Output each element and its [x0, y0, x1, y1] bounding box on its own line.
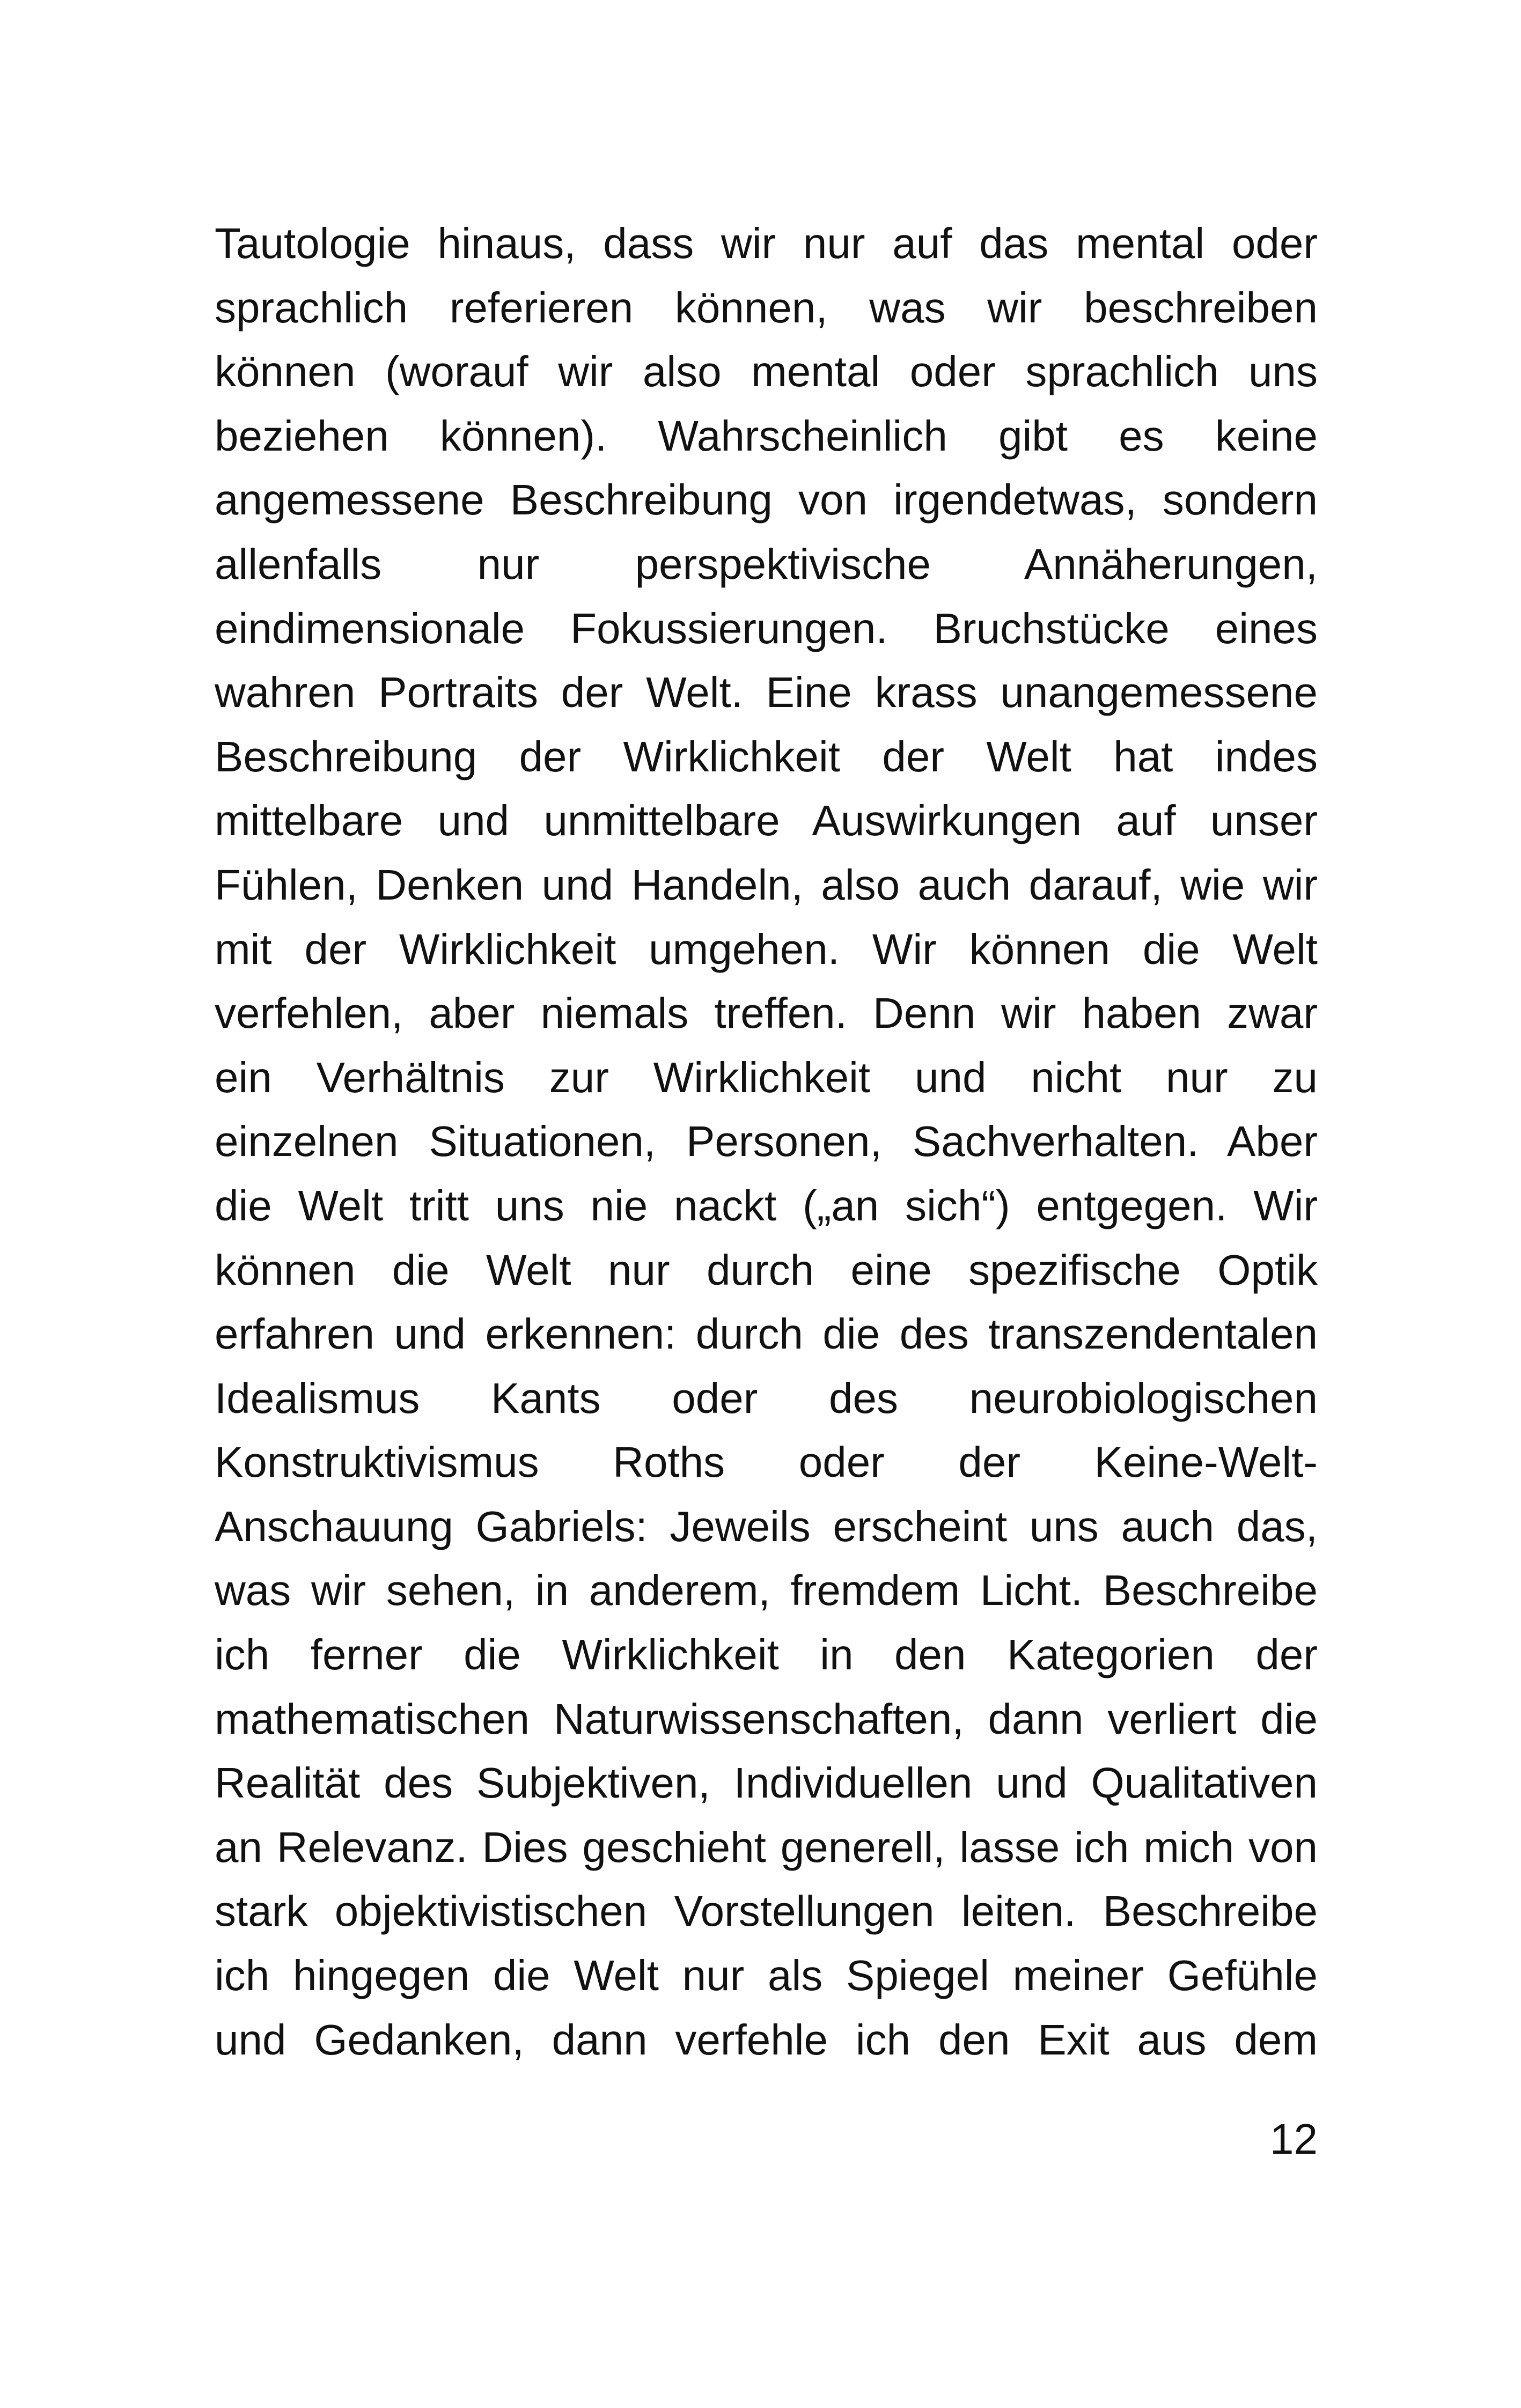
text-line: allenfalls nur perspektivische Annäherungen, [215, 540, 1318, 588]
text-line: sprachlich referieren können, was wir beschreiben [215, 283, 1318, 332]
text-line: Anschauung Gabriels: Jeweils erscheint uns auch das, [215, 1502, 1318, 1550]
text-line: an Relevanz. Dies geschieht generell, lasse ich mich von [215, 1823, 1318, 1871]
text-line: und Gedanken, dann verfehle ich den Exit aus dem [215, 2015, 1318, 2064]
text-line: Realität des Subjektiven, Individuellen und Qualitativen [215, 1759, 1318, 1807]
text-line: Fühlen, Denken und Handeln, also auch darauf, wie wir [215, 860, 1318, 909]
text-line: ich hingegen die Welt nur als Spiegel meiner Gefühle [215, 1952, 1318, 2000]
text-line: verfehlen, aber niemals treffen. Denn wir haben zwar [215, 989, 1318, 1037]
text-line: Tautologie hinaus, dass wir nur auf das mental oder [215, 219, 1318, 267]
text-line: mittelbare und unmittelbare Auswirkungen auf unser [215, 797, 1318, 845]
text-line: beziehen können). Wahrscheinlich gibt es keine [215, 411, 1318, 460]
text-line: können (worauf wir also mental oder sprachlich uns [215, 348, 1318, 396]
text-line: können die Welt nur durch eine spezifische Optik [215, 1246, 1318, 1294]
page-number: 12 [1270, 2115, 1318, 2163]
text-line: einzelnen Situationen, Personen, Sachverhalten. Aber [215, 1117, 1318, 1166]
text-line: wahren Portraits der Welt. Eine krass unangemessene [215, 668, 1318, 717]
text-line: die Welt tritt uns nie nackt („an sich“) entgegen. Wir [215, 1181, 1318, 1229]
text-line: Konstruktivismus Roths oder der Keine-Welt- [215, 1438, 1318, 1486]
text-line: angemessene Beschreibung von irgendetwas, sondern [215, 476, 1318, 524]
text-line: mathematischen Naturwissenschaften, dann verliert die [215, 1695, 1318, 1743]
text-line: ich ferner die Wirklichkeit in den Kategorien der [215, 1631, 1318, 1679]
text-line: Beschreibung der Wirklichkeit der Welt hat indes [215, 732, 1318, 780]
text-line: erfahren und erkennen: durch die des transzendentalen [215, 1310, 1318, 1358]
text-line: mit der Wirklichkeit umgehen. Wir können die Welt [215, 925, 1318, 973]
text-line: ein Verhältnis zur Wirklichkeit und nicht nur zu [215, 1053, 1318, 1101]
body-text [215, 211, 1318, 2072]
text-line: eindimensionale Fokussierungen. Bruchstücke eines [215, 604, 1318, 652]
text-line: Idealismus Kants oder des neurobiologischen [215, 1374, 1318, 1422]
text-line: stark objektivistischen Vorstellungen leiten. Beschreibe [215, 1887, 1318, 1935]
text-line: was wir sehen, in anderem, fremdem Licht. Beschreibe [215, 1566, 1318, 1615]
